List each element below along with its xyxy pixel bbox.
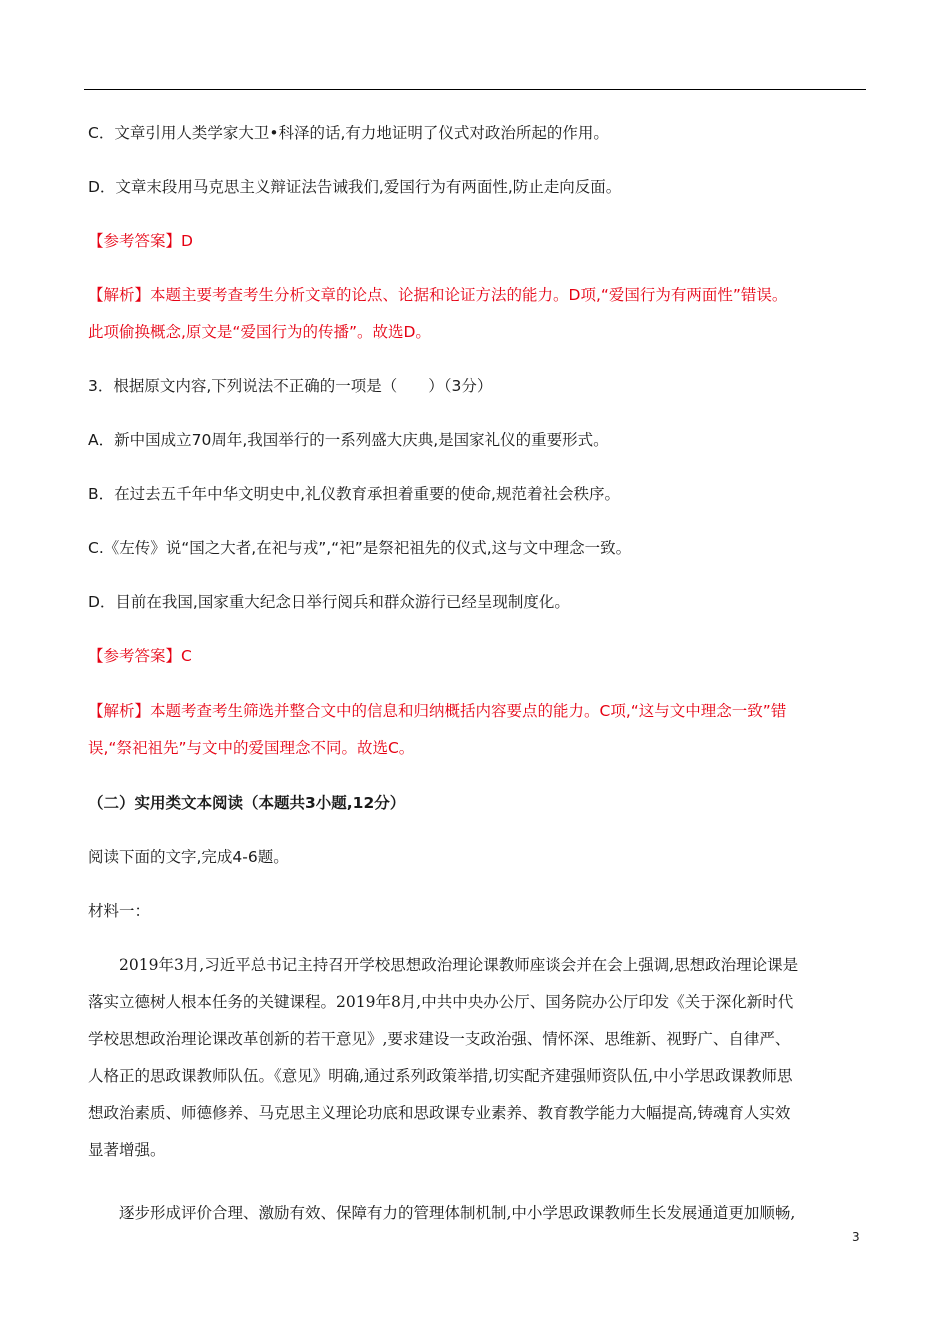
q2-option-d: D．文章末段用马克思主义辩证法告诫我们,爱国行为有两面性,防止走向反面。 — [88, 178, 622, 196]
paragraph-line: 想政治素质、师德修养、马克思主义理论功底和思政课专业素养、教育教学能力大幅提高,铸魂育人实效 — [88, 1104, 791, 1122]
q3-option-c: C.《左传》说“国之大者,在祀与戎”,“祀”是祭祀祖先的仪式,这与文中理念一致。 — [88, 539, 632, 557]
q3-analysis-line2: 误,“祭祀祖先”与文中的爱国理念不同。故选C。 — [88, 739, 415, 757]
q3-option-d: D．目前在我国,国家重大纪念日举行阅兵和群众游行已经呈现制度化。 — [88, 593, 570, 611]
reading-instruction: 阅读下面的文字,完成4-6题。 — [88, 848, 289, 866]
q3-stem: 3．根据原文内容,下列说法不正确的一项是（ ）（3分） — [88, 377, 493, 395]
q2-option-c: C．文章引用人类学家大卫•科泽的话,有力地证明了仪式对政治所起的作用。 — [88, 124, 609, 142]
material-label: 材料一： — [88, 902, 151, 920]
q3-answer: 【参考答案】C — [88, 647, 192, 665]
q3-option-a: A．新中国成立70周年,我国举行的一系列盛大庆典,是国家礼仪的重要形式。 — [88, 431, 609, 449]
material-paragraph-1 — [88, 947, 864, 1169]
paragraph-line: 显著增强。 — [88, 1141, 166, 1159]
page-number: 3 — [852, 1230, 860, 1244]
paragraph-line: 逐步形成评价合理、激励有效、保障有力的管理体制机制,中小学思政课教师生长发展通道更加顺畅, — [119, 1204, 796, 1222]
q2-analysis-line1: 【解析】本题主要考查考生分析文章的论点、论据和论证方法的能力。D项,“爱国行为有两面性”错误。 — [88, 286, 788, 304]
section-heading: （二）实用类文本阅读（本题共3小题,12分） — [88, 794, 406, 812]
q3-analysis-line1: 【解析】本题考查考生筛选并整合文中的信息和归纳概括内容要点的能力。C项,“这与文中理念一致”错 — [88, 702, 787, 720]
material-paragraph-2 — [88, 1195, 864, 1232]
paragraph-line: 2019年3月,习近平总书记主持召开学校思想政治理论课教师座谈会并在会上强调,思想政治理论课是 — [119, 956, 799, 974]
paragraph-line: 落实立德树人根本任务的关键课程。2019年8月,中共中央办公厅、国务院办公厅印发《关于深化新时代 — [88, 993, 794, 1011]
q3-option-b: B．在过去五千年中华文明史中,礼仪教育承担着重要的使命,规范着社会秩序。 — [88, 485, 620, 503]
paragraph-line: 人格正的思政课教师队伍。《意见》明确,通过系列政策举措,切实配齐建强师资队伍,中小学思政课教师思 — [88, 1067, 793, 1085]
q2-answer: 【参考答案】D — [88, 232, 193, 250]
header-rule — [84, 89, 866, 90]
q2-analysis-line2: 此项偷换概念,原文是“爱国行为的传播”。故选D。 — [88, 323, 431, 341]
paragraph-line: 学校思想政治理论课改革创新的若干意见》,要求建设一支政治强、情怀深、思维新、视野广、自律严、 — [88, 1030, 791, 1048]
